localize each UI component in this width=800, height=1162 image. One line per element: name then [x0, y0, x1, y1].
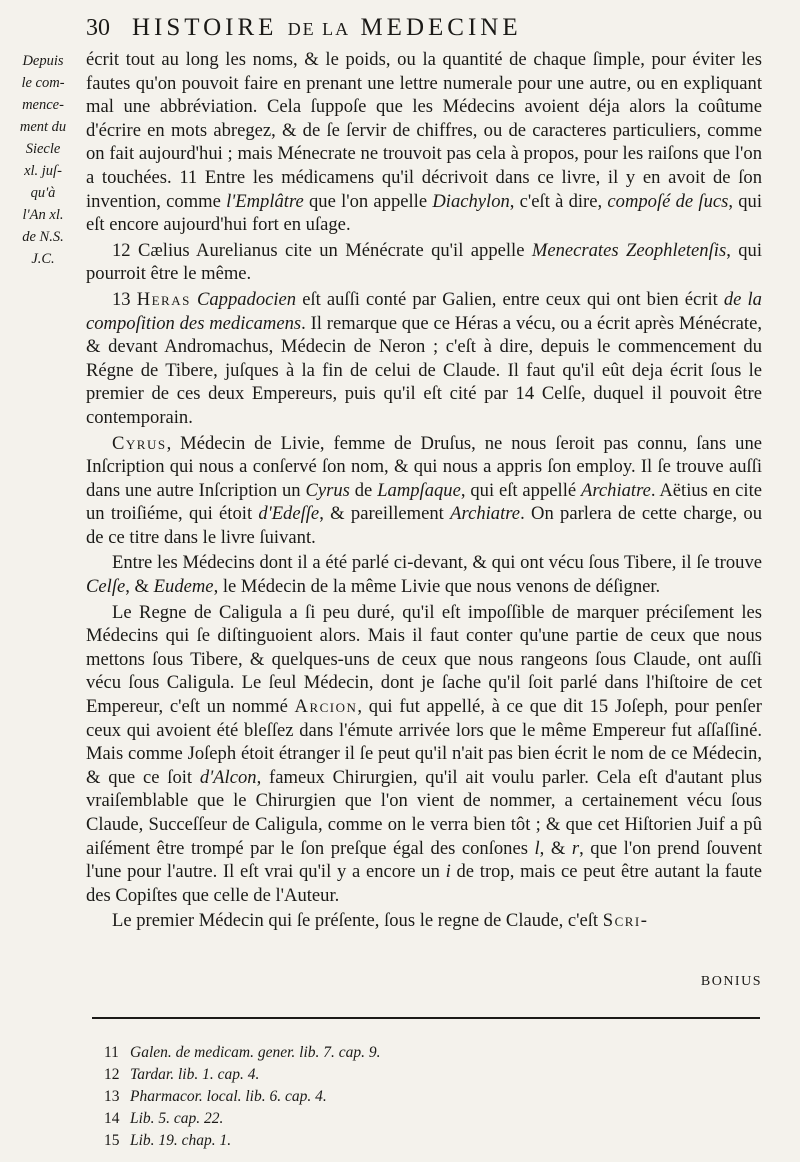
text-run: eſt auſſi conté par Galien, entre ceux qui ont bien écrit [296, 288, 724, 310]
footnote-text: Lib. 19. chap. 1. [130, 1132, 232, 1149]
footnote [104, 1042, 381, 1064]
paragraph [86, 48, 762, 237]
footnote-text: Lib. 5. cap. 22. [130, 1110, 224, 1127]
italic-text: de la compoſition des medicamens [86, 288, 762, 334]
text-run: , le Médecin de la même Livie que nous venons de déſigner. [213, 576, 661, 598]
footnote-text: Tardar. lib. 1. cap. 4. [130, 1066, 260, 1083]
text-run: , Médecin de Livie, femme de Druſus, ne nous ſeroit pas connu, ſans une Inſcription qui nous a conſervé ſon nom, & qui nous a appris ſon employ. Il ſe trouve auſſi dans une autre Inſcription un [86, 432, 762, 501]
italic-text: Archiatre [580, 479, 651, 501]
footnotes [104, 1042, 381, 1152]
running-title-part1: HISTOIRE [132, 14, 278, 41]
italic-text: Menecrates Zeophletenſis [531, 239, 727, 261]
margin-note-line: de N.S. [22, 229, 64, 245]
small-caps-name: Cyrus [112, 432, 167, 454]
text-run: 13 [112, 288, 137, 310]
footnote [104, 1064, 381, 1086]
margin-note-line: J.C. [31, 251, 55, 267]
margin-note-line: l'An xl. [22, 207, 64, 223]
text-run: , c'eſt à dire, [509, 190, 608, 212]
page-header [86, 14, 786, 42]
italic-text: l'Emplâtre [226, 190, 304, 212]
margin-note-line: Depuis [22, 53, 64, 69]
text-run: , & [125, 576, 154, 598]
text-run: 12 Cælius Aurelianus cite un Ménécrate qu'il appelle [112, 239, 532, 261]
text-run: , que l'on prend ſouvent l'une pour l'autre. Il eſt vrai qu'il y a encore un [86, 837, 762, 883]
page-number: 30 [86, 15, 110, 41]
italic-text: i [445, 861, 451, 883]
text-run: , qui eſt encore aujourd'hui fort en uſage. [86, 190, 763, 236]
italic-text: compoſé de ſucs [607, 190, 729, 212]
text-run: Le Regne de Caligula a ſi peu duré, qu'il eſt impoſſible de marquer préciſement les Médecins qui ſe diſtinguoient alors. Mais il faut conter qu'une partie de ceux que nous mettons ſous Tibere, & quelques-uns de ceux que nous rangeons ſous Claude, ont auſſi vécu ſous Caligula. Le ſeul Médecin, dont je ſache qu'il ſoit parlé dans l'hiſtoire de cet Empereur, c'eſt un nommé [86, 601, 762, 718]
italic-text: Eudeme [153, 576, 214, 598]
text-run: , & pareillement [319, 503, 451, 525]
text-run: Le premier Médecin qui ſe préſente, ſous le regne de Claude, c'eſt [112, 910, 603, 932]
text-run: . Il remarque que ce Héras a vécu, ou a écrit après Ménécrate, & devant Andromachus, Médecin de Neron ; c'eſt à dire, depuis le commencement du Régne de Tibere, juſques à la fin de celui de Claude. Il faut qu'il eût deja écrit ſous le premier de ces deux Empereurs, puis qu'il eſt cité par 14 Celſe, duquel il pouvoit être contemporain. [86, 312, 763, 428]
italic-text: Celſe [86, 576, 126, 598]
margin-note-line: le com- [21, 75, 65, 91]
text-run: , qui fut appellé, à ce que dit 15 Joſeph, pour penſer ceux qui avoient été bleſſez dans l'émute arrivée lors que le même Empereur fut aſſaſſiné. Mais comme Joſeph étoit étranger il ſe peut qu'il n'ait pas bien écrit le nom de ce Médecin, & que ce ſoit [86, 696, 762, 788]
footnote-text: Pharmacor. local. lib. 6. cap. 4. [130, 1088, 327, 1105]
footnote-number: 14 [104, 1110, 120, 1127]
paragraph [86, 288, 762, 430]
italic-text: Cappadocien [196, 288, 297, 310]
text-run: , qui pourroit être le même. [86, 239, 762, 285]
text-run: Entre les Médecins dont il a été parlé ci-devant, & qui ont vécu ſous Tibere, il ſe trouve [112, 552, 762, 574]
italic-text: Cyrus [305, 479, 350, 501]
margin-note-line: mence- [22, 97, 64, 113]
text-run: , fameux Chirurgien, qu'il ait voulu parler. Cela eſt d'autant plus vraiſemblable que le Chirurgien que l'on vient de nommer, a certainement vécu ſous Claude, Succeſſeur de Caligula, comme on le verra bien tôt ; & que cet Hiſtorien Juif a pû aiſément être trompé par le ſon preſque égal des conſones [86, 766, 762, 859]
text-run: , qui eſt appellé [460, 479, 581, 501]
text-run: . Aëtius en cite un troiſiéme, qui étoit [86, 479, 763, 525]
paragraph [86, 432, 762, 550]
footnote-number: 15 [104, 1132, 120, 1149]
footnote-text: Galen. de medicam. gener. lib. 7. cap. 9. [130, 1044, 381, 1061]
running-title-part2: DE LA [287, 19, 351, 39]
italic-text: r [571, 837, 580, 859]
text-run: , & [539, 837, 572, 859]
footnote [104, 1086, 381, 1108]
italic-text: l [534, 837, 540, 859]
text-run: que l'on appelle [303, 190, 433, 212]
margin-note-line: qu'à [30, 185, 56, 201]
margin-note [4, 50, 82, 270]
italic-text: d'Edeſſe [258, 503, 320, 525]
footnote [104, 1130, 381, 1152]
footnote-number: 12 [104, 1066, 120, 1083]
text-run: de [349, 479, 378, 501]
italic-text: d'Alcon [199, 766, 257, 788]
italic-text: Diachylon [432, 190, 510, 212]
margin-note-line: ment du [19, 119, 67, 135]
italic-text: Archiatre [450, 503, 521, 525]
catchword: BONIUS [700, 974, 762, 989]
body-text [86, 48, 762, 933]
paragraph [86, 551, 762, 598]
paragraph [86, 239, 762, 286]
small-caps-name: Scri- [602, 910, 649, 932]
small-caps-name: Arcion [294, 696, 358, 718]
text-run: . On parlera de cette charge, ou de ce titre dans le livre ſuivant. [86, 503, 763, 548]
text-run: écrit tout au long les noms, & le poids, ou la quantité de chaque ſimple, pour éviter les fautes qu'on pouvoit faire en prenant une lettre numerale pour une autre, ou en expliquant mal une abbréviation. Cela ſuppoſe que les Médecins avoient déja alors la coûtume d'écrire en mots abregez, & de ſe ſervir de chiffres, ou de caracteres particuliers, comme on fait aujourd'hui ; mais Ménecrate ne trouvoit pas cela à propos, pour les raiſons que l'on a touchées. 11 Entre les médicamens qu'il décrivoit dans ce livre, il y en avoit de ſon invention, comme [86, 49, 762, 212]
running-title-part3: MEDECINE [360, 14, 522, 41]
italic-text: Lampſaque [377, 479, 461, 501]
paragraph [86, 909, 762, 933]
footnote [104, 1108, 381, 1130]
paragraph [86, 601, 762, 908]
footnote-number: 11 [104, 1044, 119, 1061]
footnote-rule [92, 1017, 760, 1019]
margin-note-line: Siecle [25, 141, 61, 157]
running-title [132, 14, 522, 42]
margin-note-line: xl. juſ- [24, 163, 62, 179]
text-run: de trop, mais ce peut être autant la faute des Copiſtes que celle de l'Auteur. [86, 861, 763, 906]
small-caps-name: Heras [136, 288, 191, 310]
footnote-number: 13 [104, 1088, 120, 1105]
